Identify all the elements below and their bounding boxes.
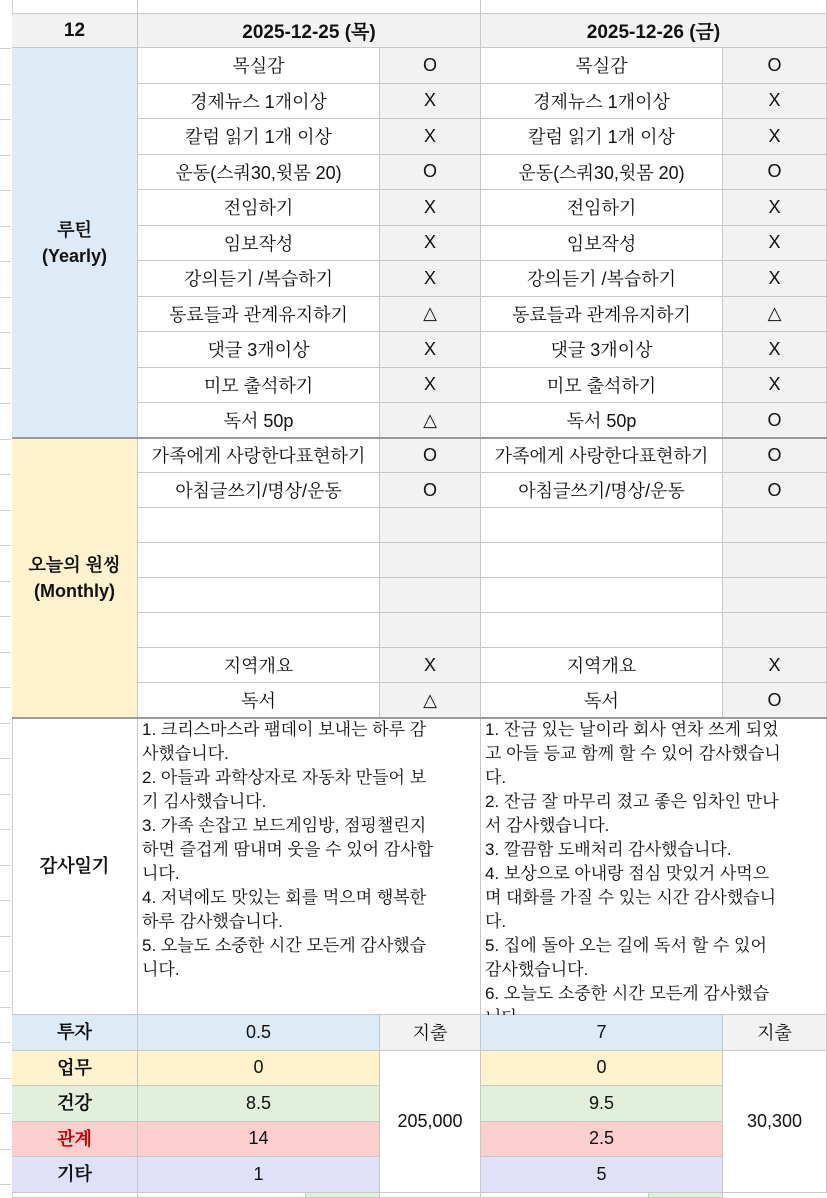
monthly-task-d2[interactable]: 지역개요 [481, 648, 723, 683]
gutter-tick [0, 545, 11, 546]
monthly-mark-d2[interactable]: X [723, 648, 827, 683]
hours-value-d2[interactable]: 0 [481, 1051, 723, 1087]
yearly-task-d1[interactable]: 강의듣기 /복습하기 [138, 261, 380, 297]
hours-label-0[interactable]: 투자 [12, 1015, 138, 1051]
gutter-tick [0, 297, 11, 298]
day2-date-header[interactable]: 2025-12-26 (금) [481, 14, 827, 48]
yearly-task-d2[interactable]: 강의듣기 /복습하기 [481, 261, 723, 297]
gutter-tick [0, 865, 11, 866]
hours-value-d1[interactable]: 14 [138, 1122, 380, 1158]
monthly-task-d2[interactable]: 가족에게 사랑한다표현하기 [481, 439, 723, 474]
routine-label: 루틴 [57, 219, 92, 240]
yearly-task-d1[interactable]: 목실감 [138, 48, 380, 84]
corner-cell[interactable]: 12 [12, 14, 138, 48]
hours-label-4[interactable]: 기타 [12, 1157, 138, 1193]
yearly-task-d1[interactable]: 임보작성 [138, 226, 380, 262]
yearly-task-d2[interactable]: 운동(스쿼30,윗몸 20) [481, 155, 723, 191]
hours-label-1[interactable]: 업무 [12, 1051, 138, 1087]
cell-top-strip[interactable] [12, 0, 138, 14]
yearly-task-d1[interactable]: 칼럼 읽기 1개 이상 [138, 119, 380, 155]
section-divider [12, 437, 827, 439]
cell-bottom[interactable] [481, 1193, 649, 1198]
gutter-tick [0, 936, 11, 937]
monthly-mark-d1[interactable]: O [380, 473, 481, 508]
yearly-task-d2[interactable]: 동료들과 관계유지하기 [481, 297, 723, 333]
gutter-tick [0, 368, 11, 369]
gutter-tick [0, 155, 11, 156]
monthly-task-d2[interactable] [481, 578, 723, 613]
hours-value-d1[interactable]: 8.5 [138, 1086, 380, 1122]
hours-value-d2[interactable]: 9.5 [481, 1086, 723, 1122]
yearly-task-d1[interactable]: 독서 50p [138, 403, 380, 439]
yearly-mark-d1[interactable]: X [380, 119, 481, 155]
yearly-task-d2[interactable]: 칼럼 읽기 1개 이상 [481, 119, 723, 155]
cell-top-strip[interactable] [481, 0, 827, 14]
diary-text-d1[interactable]: 1. 크리스마스라 팸데이 보내는 하루 감 사했습니다. 2. 아들과 과학상자로 자동차 만들어 보 기 김사했습니다. 3. 가족 손잡고 보드게임방, 점핑챌린지 하면 즐겁게 땀내며 웃을 수 있어 감사합 니다. 4. 저녁에도 맛있는 회를 먹으며 행복한 하루 감사했습니다. 5. 오늘도 소중한 시간 모든게 감사했습 니다. [138, 718, 481, 1015]
gutter-tick [0, 48, 11, 49]
yearly-task-d2[interactable]: 목실감 [481, 48, 723, 84]
yearly-task-d1[interactable]: 미모 출석하기 [138, 368, 380, 404]
gutter-tick [0, 687, 11, 688]
yearly-task-d2[interactable]: 전임하기 [481, 190, 723, 226]
monthly-mark-d1[interactable] [380, 613, 481, 648]
onething-label: 오늘의 원씽 [28, 554, 121, 575]
yearly-task-d1[interactable]: 운동(스쿼30,윗몸 20) [138, 155, 380, 191]
monthly-mark-d1[interactable]: O [380, 439, 481, 474]
gutter-tick [0, 226, 11, 227]
gutter-tick [0, 1042, 11, 1043]
gutter-tick [0, 1007, 11, 1008]
routine-sub-label: (Yearly) [41, 245, 108, 266]
yearly-task-d1[interactable]: 댓글 3개이상 [138, 332, 380, 368]
monthly-mark-d1[interactable] [380, 578, 481, 613]
hours-value-d2[interactable]: 5 [481, 1157, 723, 1193]
monthly-mark-d2[interactable] [723, 613, 827, 648]
routine-label-cell[interactable] [12, 48, 138, 439]
yearly-mark-d1[interactable]: O [380, 155, 481, 191]
expense-total-d1[interactable]: 205,000 [380, 1051, 481, 1193]
gutter-tick [0, 900, 11, 901]
section-divider [12, 717, 827, 719]
yearly-mark-d2[interactable]: X [723, 261, 827, 297]
monthly-task-d1[interactable] [138, 578, 380, 613]
monthly-mark-d1[interactable] [380, 508, 481, 543]
yearly-mark-d1[interactable]: X [380, 332, 481, 368]
gutter-tick [0, 474, 11, 475]
gutter-tick [0, 723, 11, 724]
monthly-task-d2[interactable] [481, 613, 723, 648]
yearly-mark-d1[interactable]: X [380, 368, 481, 404]
yearly-task-d2[interactable]: 독서 50p [481, 403, 723, 439]
expense-header-d1[interactable]: 지출 [380, 1015, 481, 1051]
hours-value-d1[interactable]: 0 [138, 1051, 380, 1087]
monthly-task-d1[interactable] [138, 613, 380, 648]
hours-value-d1[interactable]: 0.5 [138, 1015, 380, 1051]
yearly-task-d2[interactable]: 경제뉴스 1개이상 [481, 84, 723, 120]
monthly-mark-d1[interactable] [380, 543, 481, 578]
gutter-tick [0, 119, 11, 120]
onething-label-cell[interactable] [12, 439, 138, 719]
monthly-mark-d2[interactable] [723, 578, 827, 613]
diary-text-d2[interactable]: 1. 잔금 있는 날이라 회사 연차 쓰게 되었 고 아들 등교 함께 할 수 있어 감사했습니 다. 2. 잔금 잘 마무리 졌고 좋은 임차인 만나 서 감사했습니다. 3. 깔끔함 도배처리 감사했습니다. 4. 보상으로 아내랑 점심 맛있거 사먹으 며 대화를 가질 수 있는 시간 감사했습니 다. 5. 집에 돌아 오는 길에 독서 할 수 있어 감사했습니다. 6. 오늘도 소중한 시간 모든게 감사했습 [481, 718, 827, 1015]
monthly-mark-d2[interactable]: O [723, 439, 827, 474]
gutter-tick [0, 1184, 11, 1185]
cell-bottom[interactable] [380, 1193, 481, 1198]
monthly-task-d1[interactable]: 독서 [138, 683, 380, 718]
gutter-tick [0, 439, 11, 440]
gutter-tick [0, 332, 11, 333]
monthly-task-d2[interactable] [481, 543, 723, 578]
yearly-task-d2[interactable]: 임보작성 [481, 226, 723, 262]
cell-bottom[interactable] [306, 1193, 380, 1198]
yearly-mark-d2[interactable]: O [723, 155, 827, 191]
hours-value-d2[interactable]: 7 [481, 1015, 723, 1051]
gutter-tick [0, 794, 11, 795]
onething-sub-label: (Monthly) [34, 580, 115, 601]
cell-bottom[interactable] [12, 1193, 138, 1198]
gutter-tick [0, 1149, 11, 1150]
hours-label-3[interactable]: 관계 [12, 1122, 138, 1158]
gutter-tick [0, 261, 11, 262]
yearly-mark-d2[interactable]: X [723, 332, 827, 368]
yearly-task-d2[interactable]: 댓글 3개이상 [481, 332, 723, 368]
yearly-mark-d2[interactable]: △ [723, 297, 827, 333]
monthly-mark-d2[interactable]: O [723, 473, 827, 508]
hours-value-d2[interactable]: 2.5 [481, 1122, 723, 1158]
yearly-mark-d1[interactable]: X [380, 190, 481, 226]
yearly-mark-d2[interactable]: O [723, 403, 827, 439]
monthly-task-d2[interactable] [481, 508, 723, 543]
monthly-mark-d2[interactable]: O [723, 683, 827, 718]
gutter-tick [0, 1113, 11, 1114]
yearly-mark-d1[interactable]: △ [380, 297, 481, 333]
hours-value-d1[interactable]: 1 [138, 1157, 380, 1193]
gutter-tick [0, 829, 11, 830]
yearly-mark-d2[interactable]: X [723, 226, 827, 262]
monthly-task-d1[interactable]: 지역개요 [138, 648, 380, 683]
yearly-mark-d1[interactable]: X [380, 226, 481, 262]
yearly-task-d1[interactable]: 전임하기 [138, 190, 380, 226]
expense-total-d2[interactable]: 30,300 [723, 1051, 827, 1193]
yearly-task-d1[interactable]: 경제뉴스 1개이상 [138, 84, 380, 120]
yearly-mark-d2[interactable]: X [723, 84, 827, 120]
gutter-tick [0, 971, 11, 972]
monthly-mark-d2[interactable] [723, 543, 827, 578]
yearly-mark-d1[interactable]: X [380, 261, 481, 297]
gutter-tick [0, 190, 11, 191]
cell-top-strip[interactable] [138, 0, 481, 14]
monthly-mark-d1[interactable]: △ [380, 683, 481, 718]
yearly-task-d1[interactable]: 동료들과 관계유지하기 [138, 297, 380, 333]
gutter-tick [0, 510, 11, 511]
cell-bottom[interactable] [138, 1193, 306, 1198]
yearly-mark-d2[interactable]: X [723, 190, 827, 226]
monthly-task-d2[interactable]: 아침글쓰기/명상/운동 [481, 473, 723, 508]
gutter-tick [0, 581, 11, 582]
monthly-task-d2[interactable]: 독서 [481, 683, 723, 718]
expense-header-d2[interactable]: 지출 [723, 1015, 827, 1051]
monthly-task-d1[interactable] [138, 543, 380, 578]
gutter-tick [0, 758, 11, 759]
monthly-mark-d1[interactable]: X [380, 648, 481, 683]
yearly-mark-d2[interactable]: O [723, 48, 827, 84]
monthly-task-d1[interactable]: 가족에게 사랑한다표현하기 [138, 439, 380, 474]
yearly-mark-d2[interactable]: X [723, 119, 827, 155]
yearly-mark-d1[interactable]: △ [380, 403, 481, 439]
monthly-task-d1[interactable] [138, 508, 380, 543]
yearly-task-d2[interactable]: 미모 출석하기 [481, 368, 723, 404]
gutter-tick [0, 84, 11, 85]
day1-date-header[interactable]: 2025-12-25 (목) [138, 14, 481, 48]
hours-label-2[interactable]: 건강 [12, 1086, 138, 1122]
yearly-mark-d1[interactable]: O [380, 48, 481, 84]
yearly-mark-d2[interactable]: X [723, 368, 827, 404]
diary-label[interactable]: 감사일기 [12, 718, 138, 1015]
gutter-tick [0, 403, 11, 404]
yearly-mark-d1[interactable]: X [380, 84, 481, 120]
monthly-mark-d2[interactable] [723, 508, 827, 543]
monthly-task-d1[interactable]: 아침글쓰기/명상/운동 [138, 473, 380, 508]
cell-bottom[interactable] [649, 1193, 723, 1198]
gutter-tick [0, 616, 11, 617]
gutter-tick [0, 652, 11, 653]
gutter-tick [0, 1078, 11, 1079]
